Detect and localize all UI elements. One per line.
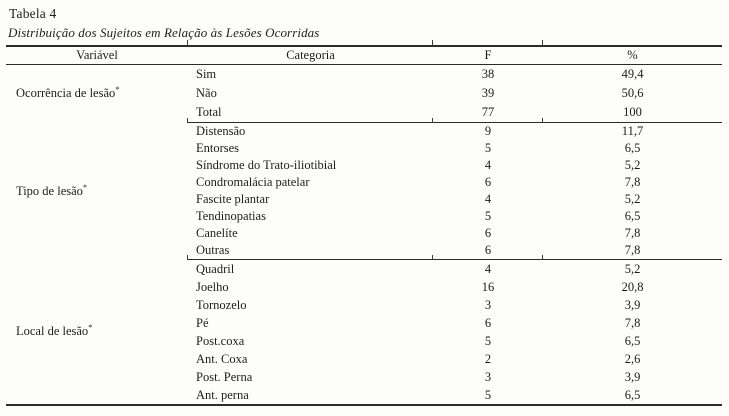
- category-cell-text: Síndrome do Trato-iliotibial: [196, 158, 337, 172]
- category-cell-text: Tornozelo: [196, 297, 247, 312]
- frequency-cell-text: 4: [484, 192, 492, 206]
- percent-cell-text: 100: [623, 105, 642, 119]
- table-caption-title: Distribuição dos Sujeitos em Relação às Lesões Ocorridas: [8, 25, 320, 40]
- percent-cell-text: 50,6: [621, 86, 644, 100]
- category-cell: [188, 260, 433, 279]
- variable-cell: [6, 65, 188, 123]
- percent-cell: [543, 140, 722, 157]
- frequency-cell-text: 3: [484, 369, 492, 384]
- variable-label: Local de lesão: [16, 324, 89, 339]
- percent-cell: [543, 174, 722, 191]
- frequency-cell: [433, 140, 543, 157]
- category-cell: [188, 208, 433, 225]
- frequency-cell: [433, 368, 543, 386]
- category-cell: [188, 103, 433, 123]
- category-cell-text: Distensão: [196, 124, 246, 138]
- frequency-cell: [433, 191, 543, 208]
- variable-cell: [6, 123, 188, 260]
- variable-cell: [6, 260, 188, 406]
- frequency-cell: [433, 260, 543, 279]
- percent-cell: [543, 350, 722, 368]
- header-percent-text: %: [627, 48, 638, 62]
- category-cell-text: Entorses: [196, 141, 240, 155]
- category-cell-text: Tendinopatias: [196, 209, 266, 223]
- statistics-table: [6, 45, 722, 406]
- frequency-cell: [433, 278, 543, 296]
- category-cell: [188, 84, 433, 103]
- table-caption-number: Tabela 4: [9, 6, 57, 21]
- percent-cell-text: 3,9: [624, 369, 641, 384]
- category-cell-text: Sim: [196, 67, 217, 81]
- category-cell-text: Canelíte: [196, 226, 238, 240]
- percent-cell-text: 49,4: [621, 67, 644, 81]
- percent-cell-text: 7,8: [624, 315, 641, 330]
- category-cell-text: Condromalácia patelar: [196, 175, 310, 189]
- category-cell: [188, 65, 433, 85]
- frequency-cell-text: 6: [484, 226, 492, 240]
- frequency-cell-text: 6: [484, 175, 492, 189]
- category-cell-text: Pé: [196, 315, 209, 330]
- frequency-cell-text: 5: [484, 333, 492, 348]
- category-cell: [188, 368, 433, 386]
- frequency-cell-text: 16: [481, 279, 495, 294]
- percent-cell-text: 6,5: [624, 141, 641, 155]
- percent-cell-text: 6,5: [624, 387, 641, 402]
- column-divider-tick: [542, 40, 543, 46]
- frequency-cell: [433, 123, 543, 141]
- percent-cell: [543, 332, 722, 350]
- category-cell-text: Post. Perna: [196, 369, 253, 384]
- frequency-cell-text: 6: [484, 315, 492, 330]
- percent-cell: [543, 278, 722, 296]
- header-categoria: [188, 46, 433, 65]
- frequency-cell: [433, 157, 543, 174]
- percent-cell: [543, 225, 722, 242]
- percent-cell-text: 5,2: [624, 158, 641, 172]
- frequency-cell-text: 5: [484, 209, 492, 223]
- frequency-cell: [433, 103, 543, 123]
- frequency-cell-text: 5: [484, 387, 492, 402]
- percent-cell: [543, 296, 722, 314]
- percent-cell-text: 7,8: [624, 175, 641, 189]
- category-cell: [188, 174, 433, 191]
- frequency-cell: [433, 225, 543, 242]
- percent-cell: [543, 314, 722, 332]
- percent-cell-text: 7,8: [624, 226, 641, 240]
- frequency-cell: [433, 208, 543, 225]
- percent-cell: [543, 84, 722, 103]
- frequency-cell-text: 77: [481, 105, 495, 119]
- frequency-cell-text: 4: [484, 158, 492, 172]
- category-cell: [188, 386, 433, 405]
- percent-cell: [543, 368, 722, 386]
- variable-label: Ocorrência de lesão: [16, 86, 116, 101]
- frequency-cell: [433, 314, 543, 332]
- percent-cell-text: 6,5: [624, 333, 641, 348]
- table-row: [6, 65, 722, 85]
- category-cell-text: Ant. Coxa: [196, 351, 248, 366]
- category-cell: [188, 140, 433, 157]
- percent-cell: [543, 208, 722, 225]
- percent-cell-text: 5,2: [624, 261, 641, 276]
- header-frequency-text: F: [484, 48, 492, 62]
- variable-footnote-marker: *: [115, 84, 120, 95]
- variable-footnote-marker: *: [88, 322, 93, 333]
- percent-cell: [543, 123, 722, 141]
- category-cell: [188, 350, 433, 368]
- table-row: [6, 123, 722, 141]
- header-frequency: [433, 46, 543, 65]
- category-cell-text: Outras: [196, 243, 230, 257]
- table-row: [6, 260, 722, 279]
- percent-cell: [543, 157, 722, 174]
- header-percent: [543, 46, 722, 65]
- percent-cell-text: 20,8: [621, 279, 644, 294]
- category-cell: [188, 314, 433, 332]
- category-cell: [188, 332, 433, 350]
- percent-cell-text: 11,7: [621, 124, 644, 138]
- frequency-cell-text: 39: [481, 86, 495, 100]
- frequency-cell: [433, 84, 543, 103]
- frequency-cell-text: 5: [484, 141, 492, 155]
- frequency-cell: [433, 296, 543, 314]
- category-cell: [188, 191, 433, 208]
- percent-cell: [543, 65, 722, 85]
- frequency-cell: [433, 242, 543, 260]
- header-variavel-text: Variável: [76, 48, 118, 62]
- category-cell-text: Joelho: [196, 279, 229, 294]
- percent-cell-text: 5,2: [624, 192, 641, 206]
- category-cell: [188, 296, 433, 314]
- frequency-cell-text: 9: [484, 124, 492, 138]
- category-cell-text: Post.coxa: [196, 333, 245, 348]
- frequency-cell: [433, 332, 543, 350]
- category-cell-text: Ant. perna: [196, 387, 249, 402]
- frequency-cell: [433, 350, 543, 368]
- percent-cell-text: 6,5: [624, 209, 641, 223]
- percent-cell: [543, 386, 722, 405]
- percent-cell: [543, 103, 722, 123]
- category-cell-text: Quadril: [196, 261, 235, 276]
- category-cell: [188, 225, 433, 242]
- category-cell: [188, 123, 433, 141]
- table-body: [6, 65, 722, 406]
- variable-footnote-marker: *: [82, 181, 88, 192]
- frequency-cell: [433, 386, 543, 405]
- frequency-cell-text: 4: [484, 261, 492, 276]
- header-categoria-text: Categoria: [286, 48, 335, 62]
- frequency-cell: [433, 65, 543, 85]
- frequency-cell-text: 2: [484, 351, 492, 366]
- percent-cell-text: 3,9: [624, 297, 641, 312]
- percent-cell: [543, 260, 722, 279]
- frequency-cell: [433, 174, 543, 191]
- header-variavel: [6, 46, 188, 65]
- category-cell: [188, 278, 433, 296]
- category-cell-text: Fascite plantar: [196, 192, 270, 206]
- percent-cell: [543, 191, 722, 208]
- column-divider-tick: [432, 40, 433, 46]
- category-cell-text: Não: [196, 86, 217, 100]
- percent-cell-text: 7,8: [624, 243, 641, 257]
- variable-label: Tipo de lesão: [16, 183, 83, 198]
- category-cell: [188, 242, 433, 260]
- percent-cell: [543, 242, 722, 260]
- frequency-cell-text: 6: [484, 243, 492, 257]
- category-cell: [188, 157, 433, 174]
- percent-cell-text: 2,6: [624, 351, 641, 366]
- header-row: [6, 46, 722, 65]
- frequency-cell-text: 38: [481, 67, 495, 81]
- frequency-cell-text: 3: [484, 297, 492, 312]
- category-cell-text: Total: [196, 105, 222, 119]
